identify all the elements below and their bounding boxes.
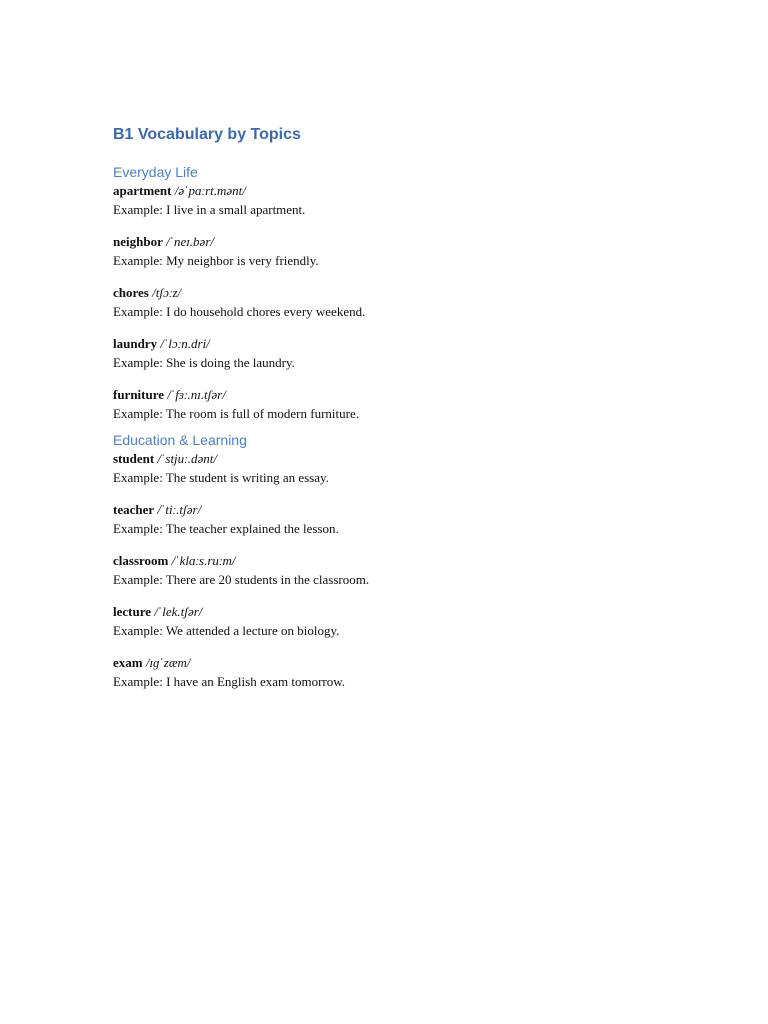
document-page — [113, 124, 713, 699]
vocab-entry — [113, 500, 713, 538]
vocab-entry — [113, 602, 713, 640]
example-label: Example: — [113, 406, 166, 421]
word-line — [113, 653, 713, 672]
example-sentence: The student is writing an essay. — [165, 470, 329, 485]
pronunciation: /ˈstjuː.dənt/ — [157, 451, 218, 466]
example-sentence: There are 20 students in the classroom. — [165, 572, 370, 587]
vocab-word: furniture — [113, 387, 165, 402]
section-heading: Education & Learning — [113, 432, 247, 448]
example-sentence: My neighbor is very friendly. — [166, 253, 319, 268]
example-line — [113, 519, 713, 538]
example-sentence: I do household chores every weekend. — [166, 304, 366, 319]
vocab-word: neighbor — [113, 234, 163, 249]
example-line — [113, 404, 713, 423]
example-sentence: The teacher explained the lesson. — [165, 521, 339, 536]
example-label: Example: — [113, 355, 167, 370]
example-line — [113, 672, 713, 691]
word-line — [113, 334, 713, 353]
example-label: Example: — [113, 521, 166, 536]
vocab-entry — [113, 653, 713, 691]
example-line — [113, 353, 713, 372]
pronunciation: /ˈlɔːn.dri/ — [160, 336, 210, 351]
pronunciation: /əˈpɑːrt.mənt/ — [174, 183, 246, 198]
word-line — [113, 449, 713, 468]
word-line — [113, 602, 713, 621]
vocab-entry — [113, 385, 713, 423]
vocab-entry — [113, 232, 713, 270]
vocab-entry — [113, 551, 713, 589]
vocab-entry — [113, 181, 713, 219]
word-line — [113, 283, 713, 302]
vocab-word: exam — [113, 655, 143, 670]
vocab-word: chores — [113, 285, 149, 300]
example-line — [113, 570, 713, 589]
example-line — [113, 251, 713, 270]
example-line — [113, 468, 713, 487]
section — [113, 163, 713, 423]
example-line — [113, 621, 713, 640]
vocab-entry — [113, 334, 713, 372]
vocab-word: laundry — [113, 336, 158, 351]
example-sentence: We attended a lecture on biology. — [165, 623, 340, 638]
word-line — [113, 385, 713, 404]
pronunciation: /ˈneɪ.bər/ — [166, 234, 214, 249]
section — [113, 431, 713, 691]
example-label: Example: — [113, 304, 167, 319]
example-label: Example: — [113, 623, 166, 638]
example-line — [113, 200, 713, 219]
vocab-word: classroom — [113, 553, 169, 568]
pronunciation: /ˈklɑːs.ruːm/ — [171, 553, 236, 568]
word-line — [113, 551, 713, 570]
pronunciation: /ˈfɜː.nɪ.tʃər/ — [167, 387, 226, 402]
vocab-word: teacher — [113, 502, 155, 517]
vocab-entry — [113, 449, 713, 487]
example-sentence: She is doing the laundry. — [166, 355, 295, 370]
vocab-entry — [113, 283, 713, 321]
word-line — [113, 232, 713, 251]
example-label: Example: — [113, 572, 166, 587]
pronunciation: /ɪɡˈzæm/ — [145, 655, 191, 670]
sections-container — [113, 163, 713, 691]
vocab-word: student — [113, 451, 155, 466]
document-title: B1 Vocabulary by Topics — [113, 126, 301, 143]
pronunciation: /ˈlek.tʃər/ — [154, 604, 203, 619]
example-label: Example: — [113, 253, 167, 268]
section-heading: Everyday Life — [113, 164, 198, 180]
example-label: Example: — [113, 470, 166, 485]
vocab-word: apartment — [113, 183, 172, 198]
example-sentence: The room is full of modern furniture. — [165, 406, 359, 421]
word-line — [113, 500, 713, 519]
example-line — [113, 302, 713, 321]
pronunciation: /tʃɔːz/ — [152, 285, 182, 300]
example-sentence: I live in a small apartment. — [166, 202, 306, 217]
example-label: Example: — [113, 202, 167, 217]
example-label: Example: — [113, 674, 167, 689]
word-line — [113, 181, 713, 200]
vocab-word: lecture — [113, 604, 152, 619]
example-sentence: I have an English exam tomorrow. — [166, 674, 346, 689]
pronunciation: /ˈtiː.tʃər/ — [157, 502, 202, 517]
